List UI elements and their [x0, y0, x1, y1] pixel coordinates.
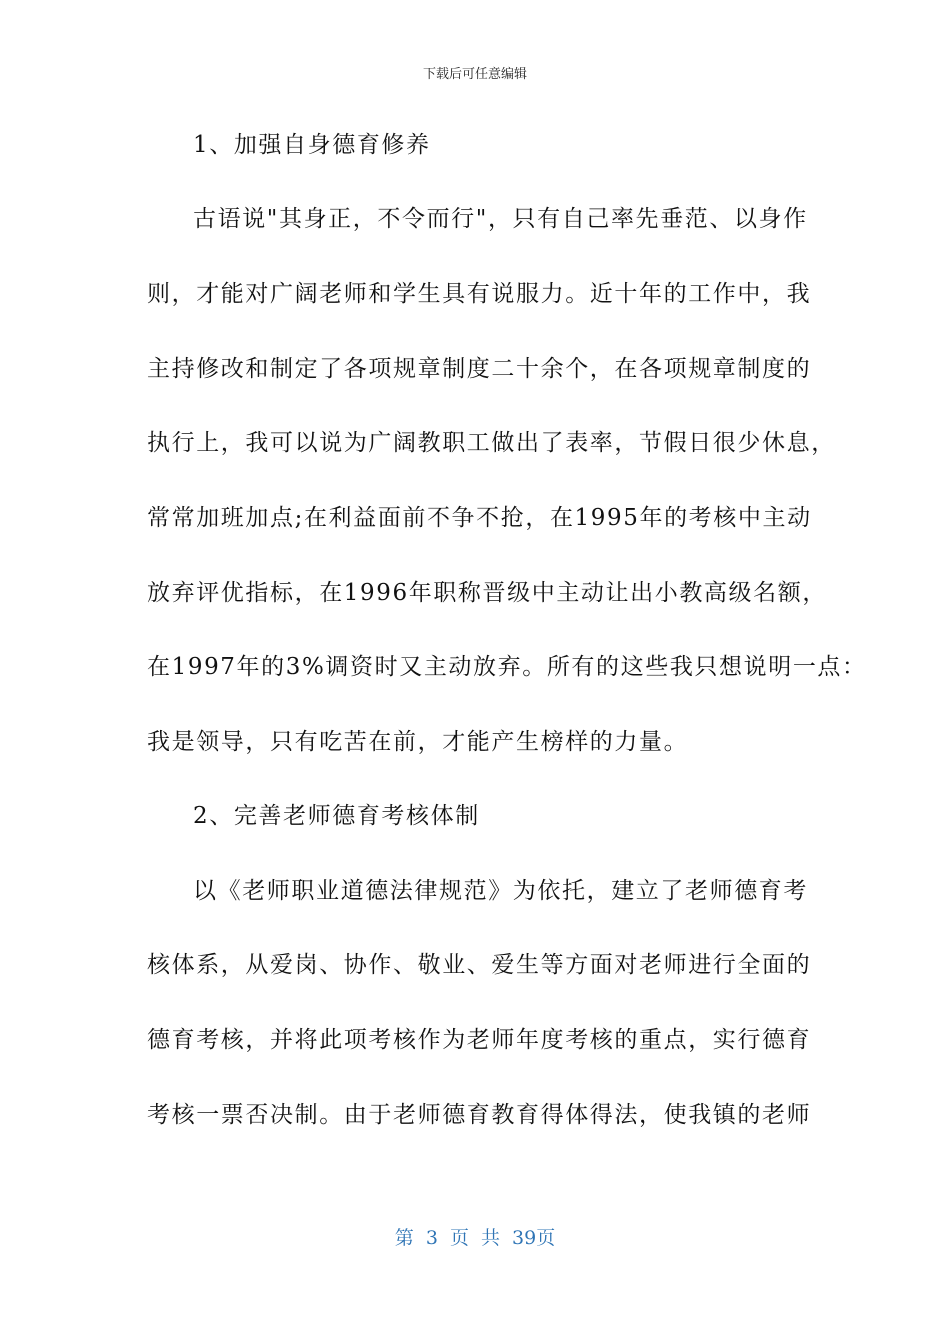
paragraph-line: 我是领导，只有吃苦在前，才能产生榜样的力量。: [147, 729, 689, 755]
paragraph-line: 执行上，我可以说为广阔教职工做出了表率，节假日很少休息，: [147, 430, 836, 456]
paragraph-line: 考核一票否决制。由于老师德育教育得体得法，使我镇的老师: [147, 1102, 812, 1128]
paragraph-line: 常常加班加点;在利益面前不争不抢，在1995年的考核中主动: [147, 505, 812, 531]
page-header-note: 下载后可任意编辑: [422, 67, 527, 82]
paragraph-line: 则，才能对广阔老师和学生具有说服力。近十年的工作中，我: [147, 281, 812, 307]
page-number-footer: 第 3 页 共 39页: [394, 1227, 556, 1249]
paragraph-line: 以《老师职业道德法律规范》为依托，建立了老师德育考: [193, 878, 808, 904]
section-heading-2: 2、完善老师德育考核体制: [193, 803, 480, 829]
paragraph-line: 在1997年的3%调资时又主动放弃。所有的这些我只想说明一点：: [147, 654, 867, 680]
paragraph-line: 古语说"其身正，不令而行"，只有自己率先垂范、以身作: [193, 206, 808, 232]
paragraph-line: 核体系，从爱岗、协作、敬业、爱生等方面对老师进行全面的: [147, 952, 812, 978]
paragraph-line: 放弃评优指标，在1996年职称晋级中主动让出小教高级名额，: [147, 580, 827, 606]
paragraph-line: 主持修改和制定了各项规章制度二十余个，在各项规章制度的: [147, 356, 812, 382]
paragraph-line: 德育考核，并将此项考核作为老师年度考核的重点，实行德育: [147, 1027, 812, 1053]
section-heading-1: 1、加强自身德育修养: [193, 132, 431, 158]
